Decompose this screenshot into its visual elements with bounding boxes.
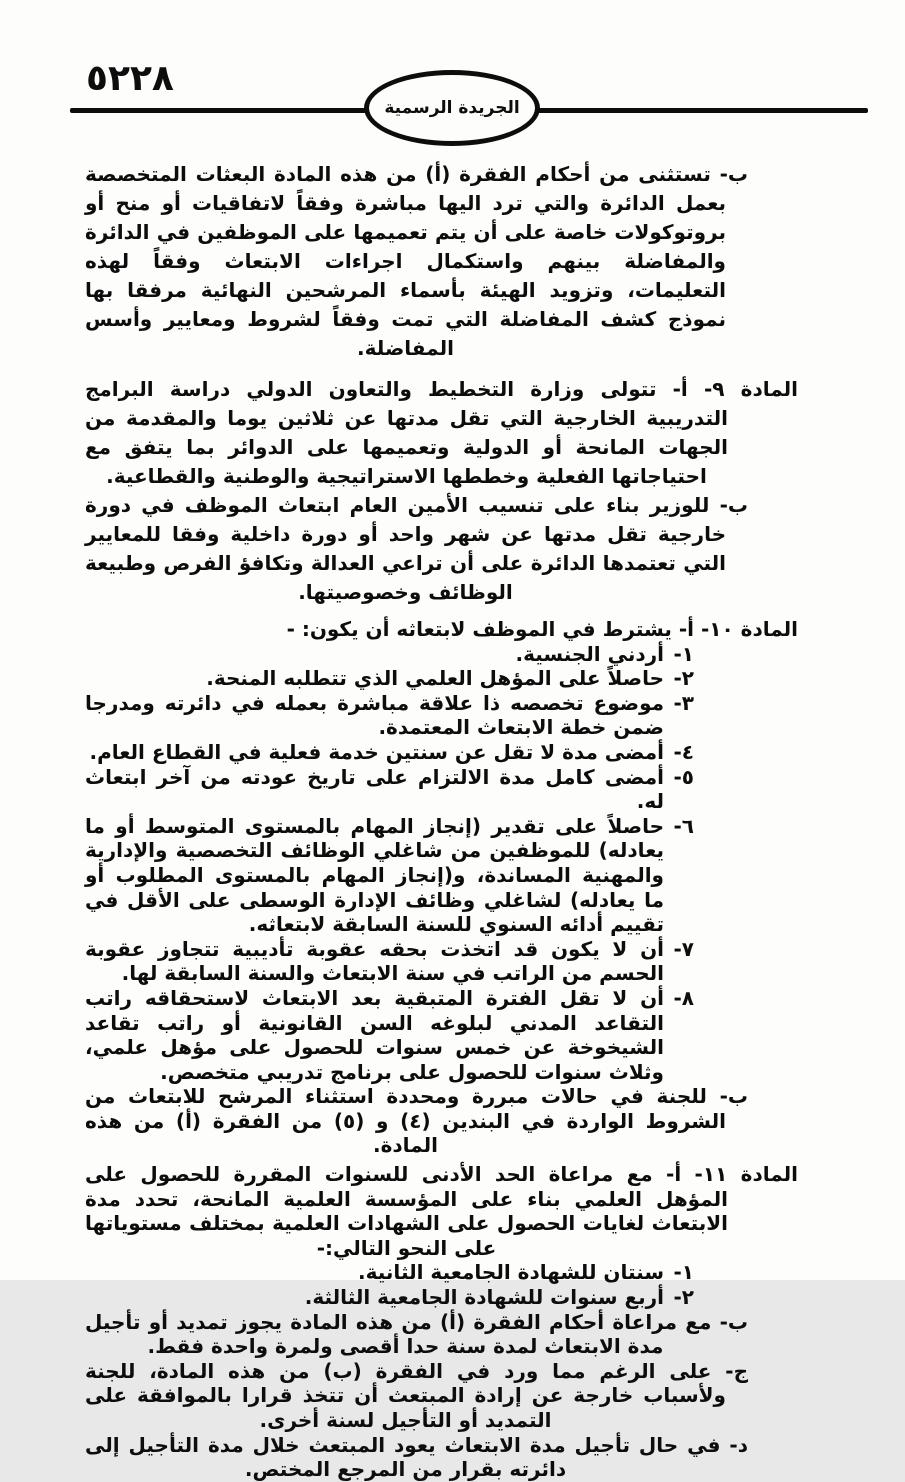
item-text: حاصلاً على المؤهل العلمي الذي تتطلبه المنحة.	[206, 666, 664, 691]
list-item-7	[85, 937, 694, 986]
item-marker: ٥-	[673, 764, 694, 789]
item-text: أردني الجنسية.	[515, 641, 664, 666]
item-text: سنتان للشهادة الجامعية الثانية.	[358, 1260, 664, 1285]
item-marker: ١-	[673, 1260, 694, 1285]
item-marker: ٦-	[673, 813, 694, 838]
list-item-8	[85, 986, 694, 1084]
page-number: ٥٢٢٨	[86, 58, 174, 99]
article-10-clause-b: ب- للجنة في حالات مبررة ومحددة استثناء المرشح للابتعاث من الشروط الواردة في البندين (٤) و (٥) من الفقرة (أ) من هذه المادة.	[85, 1084, 748, 1158]
section-article-10	[85, 617, 798, 1158]
item-marker: ٣-	[673, 690, 694, 715]
intro-paragraph-b: ب- تستثنى من أحكام الفقرة (أ) من هذه المادة البعثات المتخصصة بعمل الدائرة والتي ترد اليها مباشرة وفقاً لاتفاقيات أو منح أو بروتوكولات خاصة على أن يتم تعميمها على الموظفين في الدائرة والمفاضلة بينهم واستكمال اجراءات الابتعاث وفقاً لهذه التعليمات، وتزويد الهيئة بأسماء المرشحين النهائية مرفقا بها نموذج كشف المفاضلة التي تمت وفقاً لشروط ومعايير وأسس المفاضلة.	[85, 162, 748, 360]
article-11-clause-a: المادة ١١- أ- مع مراعاة الحد الأدنى للسنوات المقررة للحصول على المؤهل العلمي بناء على المؤسسة العلمية المانحة، تحدد مدة الابتعاث لغايات الحصول على الشهادات العلمية بمختلف مستوياتها على النحو التالي:-	[85, 1162, 798, 1260]
item-text: حاصلاً على تقدير (إنجاز المهام بالمستوى المتوسط أو ما يعادله) للموظفين من شاغلي الوظائف التخصصية والإدارية والمهنية المساندة، و(إنجاز المهام بالمستوى المطلوب أو ما يعادله) لشاغلي وظائف الإدارة الوسطى على الأقل في تقييم أدائه السنوي للسنة السابقة لابتعاثه.	[85, 813, 664, 937]
item-text: أمضى كامل مدة الالتزام على تاريخ عودته من آخر ابتعاث له.	[85, 764, 664, 814]
list-item-2	[85, 666, 694, 691]
article-11-clause-d: د- في حال تأجيل مدة الابتعاث يعود المبتعث خلال مدة التأجيل إلى دائرته بقرار من المرجع المختص.	[85, 1432, 748, 1482]
item-marker: ٤-	[673, 739, 694, 764]
list-item-1	[85, 642, 694, 667]
list-item-2	[85, 1285, 694, 1310]
item-text: موضوع تخصصه ذا علاقة مباشرة بعمله في دائرته ومدرجا ضمن خطة الابتعاث المعتمدة.	[85, 690, 664, 740]
list-item-5	[85, 765, 694, 814]
article-11-clause-c: ج- على الرغم مما ورد في الفقرة (ب) من هذه المادة، للجنة ولأسباب خارجة عن إرادة المبتعث أن تتخذ قرارا بالموافقة على التمديد أو التأجيل لسنة أخرى.	[85, 1358, 748, 1432]
gazette-title: الجريدة الرسمية	[384, 98, 520, 118]
list-item-1	[85, 1260, 694, 1285]
article-9-clause-b: ب- للوزير بناء على تنسيب الأمين العام ابتعاث الموظف في دورة خارجية تقل مدتها عن شهر واحد أو دورة داخلية وفقا للمعايير التي تعتمدها الدائرة على أن تراعي العدالة وتكافؤ الفرص وطبيعة الوظائف وخصوصيتها.	[85, 493, 748, 604]
item-text: أن لا يكون قد اتخذت بحقه عقوبة تأديبية تتجاوز عقوبة الحسم من الراتب في سنة الابتعاث والسنة السابقة لها.	[85, 936, 664, 986]
item-marker: ٧-	[673, 936, 694, 961]
section-intro-and-article-9	[85, 160, 798, 607]
list-item-3	[85, 691, 694, 740]
item-text: أمضى مدة لا تقل عن سنتين خدمة فعلية في القطاع العام.	[89, 739, 664, 764]
list-item-4	[85, 740, 694, 765]
page-content	[85, 160, 798, 1482]
list-item-6	[85, 814, 694, 937]
gazette-seal-oval	[364, 70, 540, 146]
article-10-clause-a: المادة ١٠- أ- يشترط في الموظف لابتعاثه أن يكون: -	[286, 617, 798, 641]
item-marker: ٢-	[673, 1285, 694, 1310]
page-header	[0, 0, 905, 160]
item-marker: ١-	[673, 641, 694, 666]
item-marker: ٨-	[673, 985, 694, 1010]
item-text: أربع سنوات للشهادة الجامعية الثالثة.	[304, 1285, 664, 1310]
article-9-clause-a: المادة ٩- أ- تتولى وزارة التخطيط والتعاون الدولي دراسة البرامج التدريبية الخارجية التي تقل مدتها عن ثلاثين يوما والمقدمة من الجهات المانحة أو الدولية وتعميمها على الدوائر بما يتفق مع احتياجاتها الفعلية وخططها الاستراتيجية والوطنية والقطاعية.	[85, 377, 798, 488]
article-11-clause-b: ب- مع مراعاة أحكام الفقرة (أ) من هذه المادة يجوز تمديد أو تأجيل مدة الابتعاث لمدة سنة حدا أقصى ولمرة واحدة فقط.	[85, 1309, 748, 1359]
section-article-11	[85, 1162, 798, 1482]
item-text: أن لا تقل الفترة المتبقية بعد الابتعاث لاستحقاقه راتب التقاعد المدني لبلوغه السن القانونية أو راتب تقاعد الشيخوخة عن خمس سنوات للحصول على مؤهل علمي، وثلاث سنوات للحصول على برنامج تدريبي متخصص.	[85, 985, 664, 1084]
item-marker: ٢-	[673, 666, 694, 691]
